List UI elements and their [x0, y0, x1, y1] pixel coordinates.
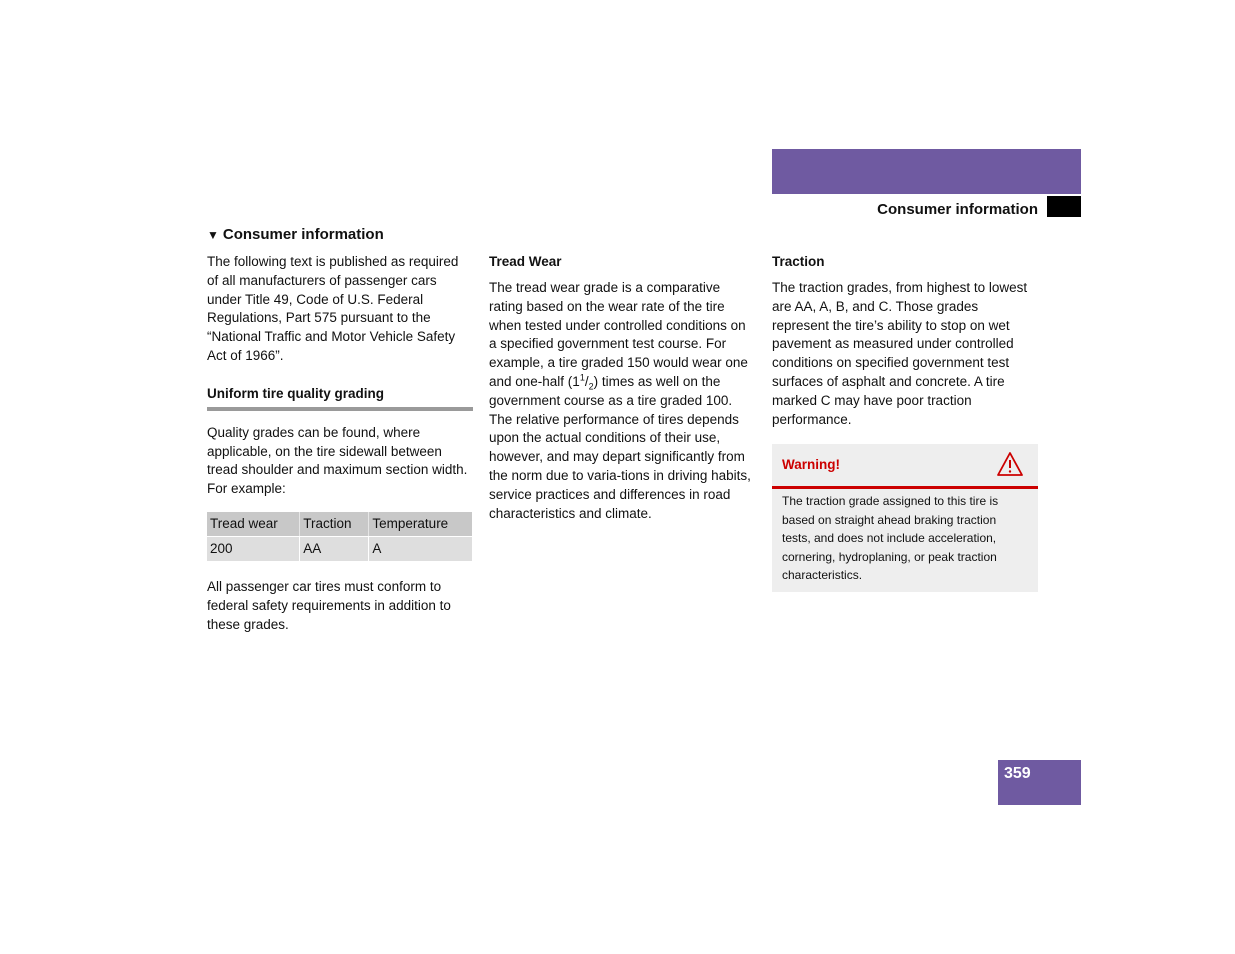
section-title: ▼ Consumer information	[207, 226, 384, 243]
column-1	[207, 253, 473, 634]
tread-wear-paragraph: The tread wear grade is a comparative rating based on the wear rate of the tire when tested under controlled conditions on a specified government test course. For example, a tire graded 150 would wear one and one-half $(1^1/_2)$ times as well on the government course as a tire graded 100. The relative performance of tires depends upon the actual conditions of their use, however, and may depart significantly from the norm due to varia-tions in driving habits, service practices and differences in road characteristics and climate.	[489, 280, 751, 521]
heading-tread-wear: Tread Wear	[489, 254, 562, 269]
warning-box	[772, 444, 1038, 592]
table-header-cell: Traction	[299, 512, 368, 536]
section-header: Consumer information	[877, 201, 1038, 218]
conformance-paragraph: All passenger car tires must conform to federal safety requirements in addition to these grades.	[207, 578, 451, 632]
table-header-cell: Tread wear	[207, 512, 299, 536]
warning-triangle-icon	[996, 451, 1024, 477]
column-2	[489, 253, 755, 523]
table-cell: A	[368, 536, 472, 561]
grades-table	[207, 512, 472, 561]
header-band	[772, 149, 1081, 194]
intro-paragraph: The following text is published as required of all manufacturers of passenger cars under Title 49, Code of U.S. Federal Regulations, Part 575 pursuant to the “National Traffic and Motor Vehicle Safety Act of 1966”.	[207, 254, 459, 363]
warning-text: The traction grade assigned to this tire is based on straight ahead braking traction tests, and does not include acceleration, cornering, hydroplaning, or peak traction characteristics.	[782, 494, 999, 582]
subheading-uniform-grading: Uniform tire quality grading	[207, 385, 385, 401]
table-header-row	[207, 512, 472, 536]
column-3	[772, 253, 1038, 429]
table-cell: AA	[299, 536, 368, 561]
page-number-box	[998, 760, 1081, 805]
grading-paragraph: Quality grades can be found, where applicable, on the tire sidewall between tread shoulder and maximum section width. For example:	[207, 424, 468, 497]
traction-paragraph: The traction grades, from highest to lowest are AA, A, B, and C. Those grades represent the tire’s ability to stop on wet pavement as measured under controlled conditions on specified government test surfaces of asphalt and concrete. A tire marked C may have poor traction performance.	[772, 280, 1028, 427]
page-number: 359	[1004, 765, 1031, 782]
table-cell: 200	[207, 536, 299, 561]
chapter-title: Technical data	[1082, 170, 1192, 187]
table-row	[207, 536, 472, 561]
triangle-down-icon: ▼	[207, 228, 219, 242]
warning-label: Warning!	[782, 457, 840, 472]
table-header-cell: Temperature	[368, 512, 472, 536]
heading-traction: Traction	[772, 254, 825, 269]
header-marker-block	[1047, 196, 1081, 217]
warning-rule	[772, 486, 1038, 489]
